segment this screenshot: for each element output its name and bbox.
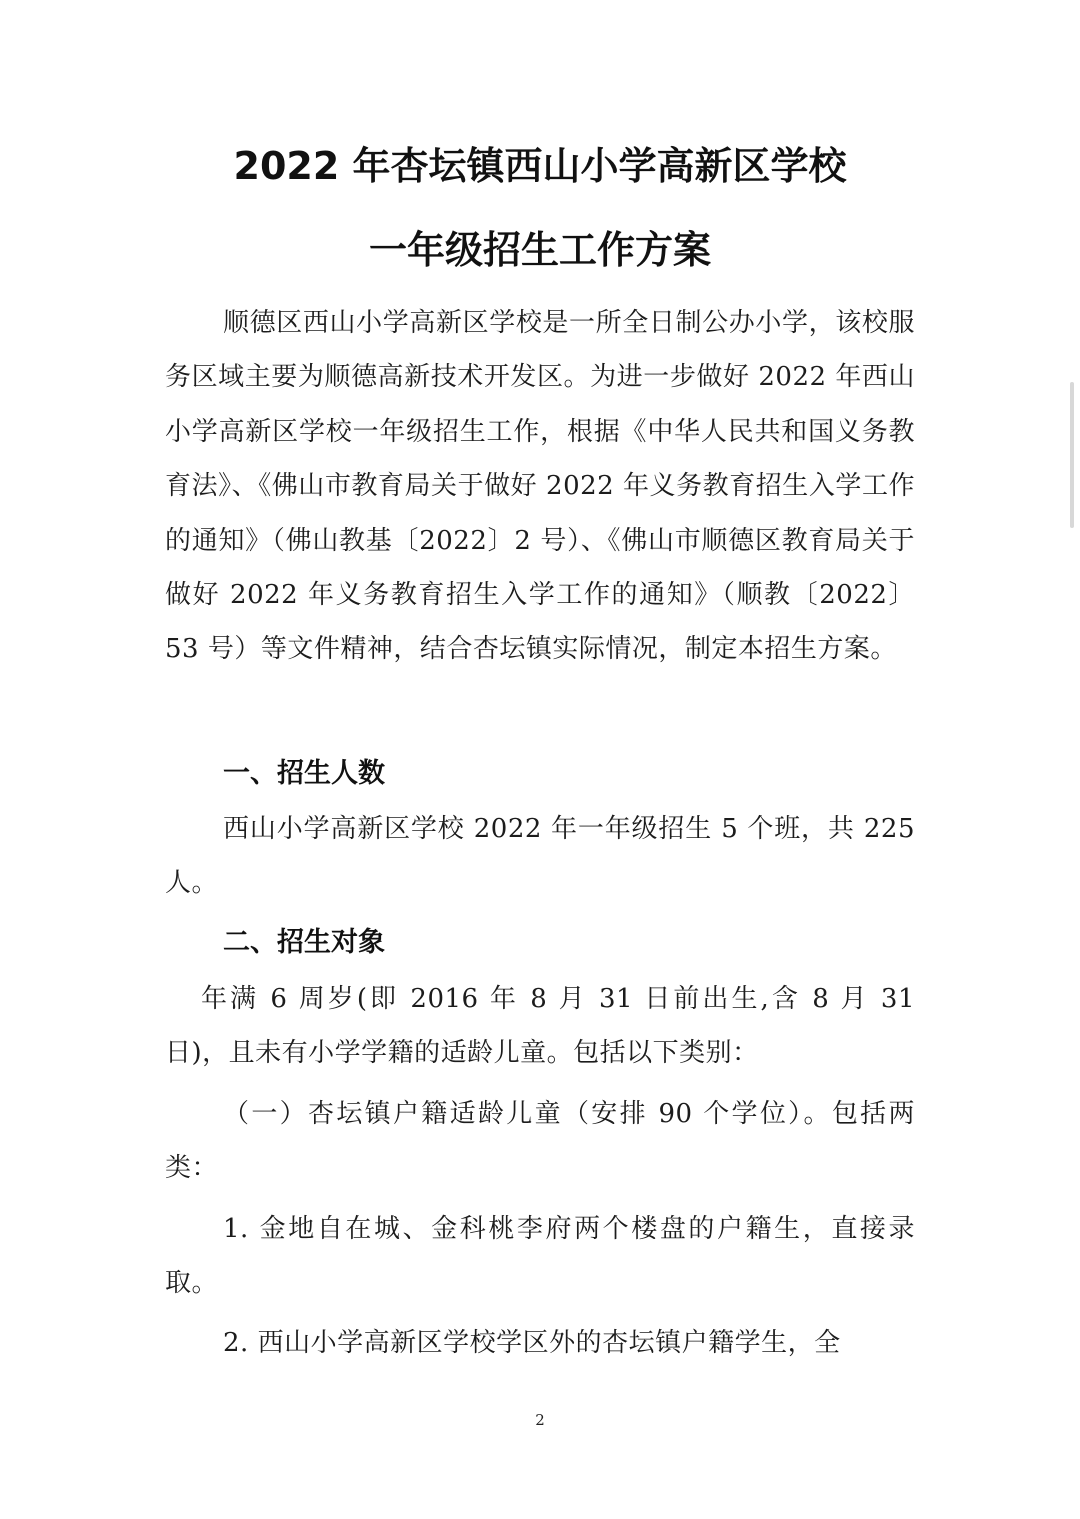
enrollment-number-paragraph: 西山小学高新区学校 2022 年一年级招生 5 个班，共 225 人。	[165, 814, 915, 899]
enrollment-target-paragraph: 年满 6 周岁(即 2016 年 8 月 31 日前出生,含 8 月 31 日)，且未有小学学籍的适龄儿童。包括以下类别：	[165, 984, 915, 1069]
document-title-line1: 2022 年杏坛镇西山小学高新区学校	[233, 144, 847, 188]
document-title-line2: 一年级招生工作方案	[368, 228, 711, 272]
section-heading-enrollment-target: 二、招生对象	[223, 927, 385, 958]
intro-paragraph: 顺德区西山小学高新区学校是一所全日制公办小学，该校服务区域主要为顺德高新技术开发区。为进一步做好 2022 年西山小学高新区学校一年级招生工作，根据《中华人民共和国义务教育法》、《佛山市教育局关于做好 2022 年义务教育招生入学工作的通知》（佛山教基〔2022〕2 号）、《佛山市顺德区教育局关于做好 2022 年义务教育招生入学工作的通知》（顺教〔2022〕53 号）等文件精神，结合杏坛镇实际情况，制定本招生方案。	[165, 308, 915, 665]
page-number: 2	[535, 1411, 545, 1429]
category-1-paragraph: （一）杏坛镇户籍适龄儿童（安排 90 个学位）。包括两类：	[165, 1099, 915, 1184]
section-heading-enrollment-number: 一、招生人数	[223, 758, 385, 789]
list-item-1: 1. 金地自在城、金科桃李府两个楼盘的户籍生，直接录取。	[165, 1214, 915, 1299]
scrollbar[interactable]	[1070, 382, 1074, 528]
list-item-2: 2. 西山小学高新区学校学区外的杏坛镇户籍学生，全	[223, 1328, 841, 1358]
